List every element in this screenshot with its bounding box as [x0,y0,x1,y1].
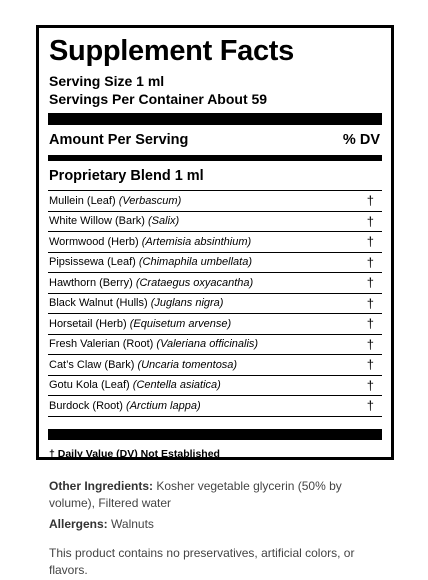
ingredient-common-name: Pipsissewa (Leaf) [49,256,136,269]
ingredient-row [48,314,382,335]
ingredient-latin-name: (Artemisia absinthium) [141,235,252,248]
ingredient-row [48,355,382,376]
ingredient-dv: † [366,377,374,393]
ingredient-name [49,379,221,391]
other-ingredients-label: Other Ingredients: [49,479,157,493]
ingredient-name [49,318,231,330]
ingredient-dv: † [366,336,374,352]
ingredient-common-name: Fresh Valerian (Root) [49,338,154,351]
proprietary-blend: Proprietary Blend 1 ml [48,161,382,191]
ingredient-name [49,277,253,289]
ingredient-latin-name: (Valeriana officinalis) [156,338,259,351]
ingredient-latin-name: (Centella asiatica) [132,379,221,392]
ingredient-list [48,191,382,417]
ingredient-row [48,191,382,212]
amount-per-serving-row [48,125,382,155]
serving-size: Serving Size 1 ml [49,73,165,89]
supplement-facts-panel [36,25,394,460]
allergens-label: Allergens: [49,517,112,531]
ingredient-row [48,376,382,397]
ingredient-row [48,294,382,315]
ingredient-latin-name: (Chimaphila umbellata) [138,256,252,269]
other-ingredients [49,478,389,512]
ingredient-row [48,335,382,356]
ingredient-common-name: Burdock (Root) [49,399,123,412]
ingredient-name [49,195,181,207]
ingredient-name [49,338,258,350]
panel-title: Supplement Facts [49,35,294,67]
ingredient-latin-name: (Verbascum) [118,194,182,207]
ingredient-name [49,236,251,248]
ingredient-dv: † [366,295,374,311]
ingredient-name [49,256,252,268]
ingredient-latin-name: (Equisetum arvense) [129,317,232,330]
ingredient-common-name: Horsetail (Herb) [49,317,127,330]
other-ingredients-text: Kosher vegetable glycerin (50% by volume), Filtered water [49,479,342,510]
ingredient-latin-name: (Crataegus oxyacantha) [135,276,254,289]
preservatives-note: This product contains no preservatives, artificial colors, or flavors. [49,546,355,577]
ingredient-row [48,212,382,233]
ingredient-common-name: White Willow (Bark) [49,215,145,228]
amount-per-serving-label: Amount Per Serving [49,132,189,148]
ingredient-latin-name: (Salix) [148,215,180,228]
ingredient-common-name: Gotu Kola (Leaf) [49,379,130,392]
dv-footnote: † Daily Value (DV) Not Established [49,447,220,460]
ingredient-row [48,253,382,274]
ingredient-dv: † [366,316,374,332]
ingredient-name [49,297,223,309]
ingredient-latin-name: (Uncaria tomentosa) [137,358,238,371]
allergens-text: Walnuts [111,517,154,531]
ingredient-common-name: Cat’s Claw (Bark) [49,358,135,371]
ingredient-name [49,400,201,412]
dv-header: % DV [342,132,380,148]
ingredient-dv: † [366,234,374,250]
ingredient-common-name: Wormwood (Herb) [49,235,139,248]
ingredient-latin-name: (Juglans nigra) [150,297,224,310]
ingredient-dv: † [366,254,374,270]
ingredient-common-name: Black Walnut (Hulls) [49,297,148,310]
ingredient-row [48,273,382,294]
ingredient-row [48,232,382,253]
bottom-divider [48,429,382,440]
ingredient-dv: † [366,193,374,209]
ingredient-common-name: Hawthorn (Berry) [49,276,133,289]
ingredient-dv: † [366,275,374,291]
thick-divider [48,113,382,125]
ingredient-name [49,359,237,371]
ingredient-common-name: Mullein (Leaf) [49,194,116,207]
ingredient-dv: † [366,213,374,229]
ingredient-row [48,396,382,417]
servings-per-container: Servings Per Container About 59 [49,91,268,107]
ingredient-latin-name: (Arctium lappa) [126,399,201,412]
ingredient-name [49,215,179,227]
allergens [49,516,389,533]
ingredient-dv: † [366,357,374,373]
ingredient-dv: † [366,398,374,414]
